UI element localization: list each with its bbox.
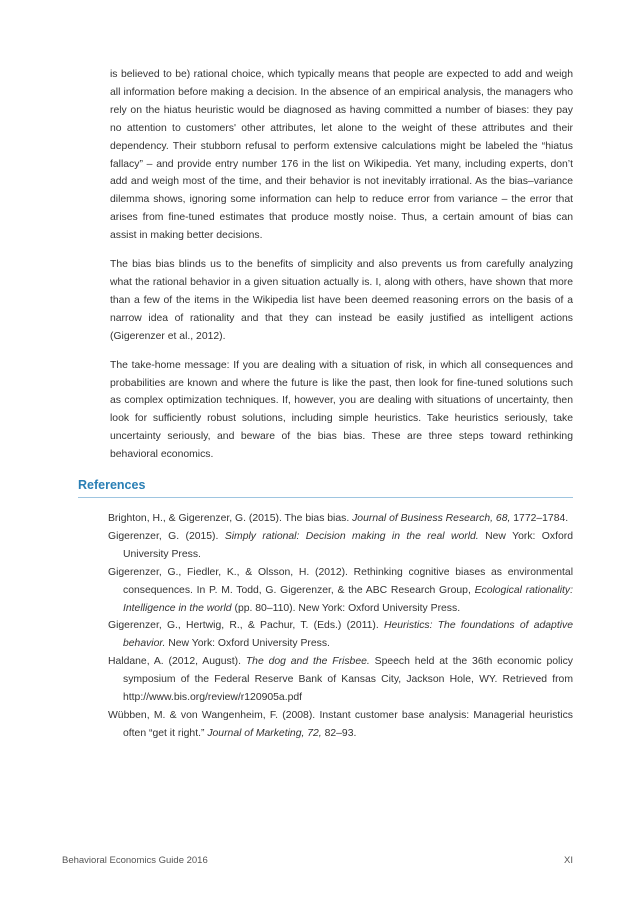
reference-item: Wübben, M. & von Wangenheim, F. (2008). Instant customer base analysis: Managerial heuristics often “get it right.” Journal of Marketing, 72, 82–93.	[108, 709, 573, 739]
reference-item: Gigerenzer, G., Fiedler, K., & Olsson, H. (2012). Rethinking cognitive biases as environmental consequences. In P. M. Todd, G. Gigerenzer, & the ABC Research Group, Ecological rationality: Intelligence in the world (pp. 80–110). New York: Oxford University Press.	[108, 566, 574, 614]
references-list	[108, 510, 573, 743]
references-heading: References	[78, 478, 573, 498]
footer-publication-title: Behavioral Economics Guide 2016	[62, 855, 208, 866]
page-number: XI	[564, 855, 573, 866]
body-text	[110, 66, 573, 475]
reference-item: Brighton, H., & Gigerenzer, G. (2015). The bias bias. Journal of Business Research, 68, 1772–1784.	[108, 513, 569, 524]
reference-item: Gigerenzer, G. (2015). Simply rational: Decision making in the real world. New York: Oxford University Press.	[108, 530, 573, 560]
paragraph: is believed to be) rational choice, which typically means that people are expected to add and weigh all information before making a decision. In the absence of an empirical analysis, the managers who rely on the hiatus heuristic would be diagnosed as having committed a number of biases: they pay no attention to customers' other attributes, let alone to the weight of these attributes and their dependency. Their stubborn refusal to perform extensive calculations might be labeled the “hiatus fallacy” – and provide entry number 176 in the list on Wikipedia. Yet many, including experts, don’t add and weigh most of the time, and their behavior is not inevitably irrational. As the bias–variance dilemma shows, ignoring some information can help to reduce error from variance – the error that arises from fine-tuned estimates that produce mostly noise. Thus, a certain amount of bias can assist in making better decisions.	[110, 69, 573, 242]
paragraph: The bias bias blinds us to the benefits of simplicity and also prevents us from carefully analyzing what the rational behavior in a given situation actually is. I, along with others, have shown that more than a few of the items in the Wikipedia list have been deemed reasoning errors on the basis of a narrow idea of rationality and that they can instead be easily justified as intelligent actions (Gigerenzer et al., 2012).	[110, 259, 573, 342]
paragraph: The take-home message: If you are dealing with a situation of risk, in which all consequences and probabilities are known and where the future is like the past, then look for fine-tuned solutions such as complex optimization techniques. If, however, you are dealing with situations of uncertainty, then look for sufficiently robust solutions, including simple heuristics. Take heuristics seriously, take uncertainty seriously, and beware of the bias bias. These are three steps toward rethinking behavioral economics.	[110, 359, 573, 461]
reference-item: Gigerenzer, G., Hertwig, R., & Pachur, T. (Eds.) (2011). Heuristics: The foundations of adaptive behavior. New York: Oxford University Press.	[108, 620, 573, 650]
reference-item: Haldane, A. (2012, August). The dog and the Frisbee. Speech held at the 36th economic policy symposium of the Federal Reserve Bank of Kansas City, Jackson Hole, WY. Retrieved from http://www.bis.org/review/r120905a.pdf	[108, 656, 574, 704]
